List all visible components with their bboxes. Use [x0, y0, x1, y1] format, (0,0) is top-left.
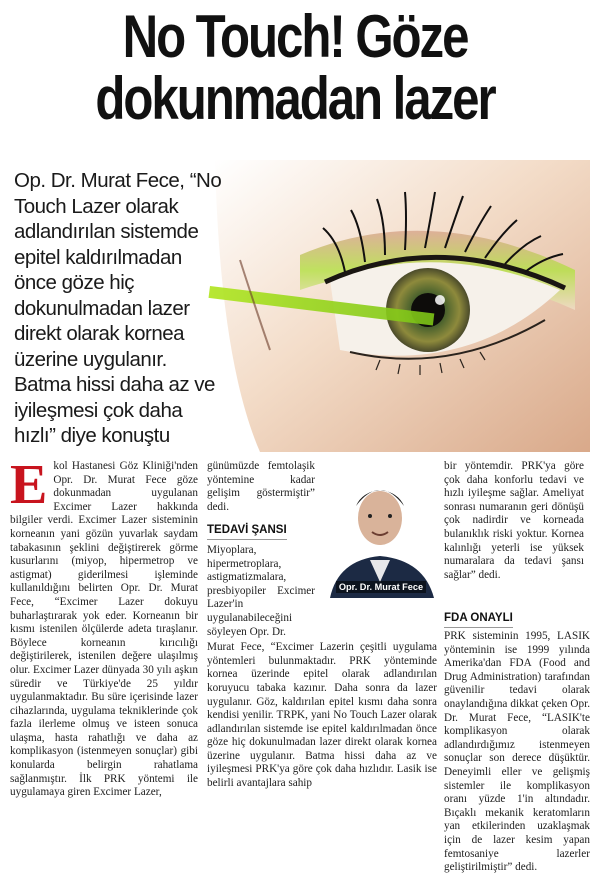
- headline-line-2: dokunmadan lazer: [95, 65, 495, 132]
- article-text-col2-narrow: Miyoplara, hipermetroplara, astigmatizmalara, presbiyopiler Excimer Lazer'in uygulanabileceğini söyleyen Opr. Dr.: [207, 543, 315, 638]
- article-column-3-rest: [444, 630, 590, 877]
- subhead-fda-onayli: FDA ONAYLI: [444, 612, 513, 628]
- subhead-tedavi-sansi: TEDAVİ ŞANSI: [207, 524, 287, 540]
- article-text-col2-rest: Murat Fece, “Excimer Lazerin çeşitli uygulama yöntemleri bulunmaktadır. PRK yönteminde kornea üzerinde epitel olarak adlandırılan koruyucu tabaka kazınır. Daha sonra da lazer uygulanır. Göz, kaldırılan epitel kısmı daha sonra kendisi yenilir. TRPK, yani No Touch Lazer olarak adlandırılan sistemde ise epitel kaldırılmadan önce göze hiç dokunulmadan lazer direkt olarak kornea üzerine uygulanır. Batma hissi daha az ve iyileşmesi PRK'ya göre çok daha hızlıdır. Lasik ise belirli avantajlara sahip: [207, 641, 437, 790]
- portrait-caption: [324, 582, 438, 592]
- dropcap: E: [10, 454, 48, 516]
- article-column-1: [10, 454, 198, 800]
- hero-eye-image: [0, 160, 590, 452]
- article-column-3-bottom: [444, 604, 590, 632]
- portrait-image: [324, 470, 438, 598]
- portrait-caption-text: Opr. Dr. Murat Fece: [336, 581, 426, 593]
- headline-line-1: No Touch! Göze: [122, 3, 468, 70]
- article-text-col1: kol Hastanesi Göz Kliniği'nden Opr. Dr. Murat Fece göze dokunmadan uygulanan Excimer Lazer hakkında bilgiler verdi. Excimer Lazer sisteminin korneanın yani gözün yuvarlak saydam tabakasının şeklini değiştirerek görme kusurlarını (miyop, hipermetrop ve astigmat) giderilmesi işleminde kullanıldığını belirten Opr. Dr. Murat Fece, “Excimer Lazer dokuyu buharlaştırarak yok eder. Korneanın bir kısmı istenilen ölçülerde adeta tıraşlanır. Böylece korneanın kırıcılığı değiştirilerek, istenilen değere ulaşılmış olur. Excimer Lazer dünyada 30 yılı aşkın süredir ve Türkiye'de 25 yıldır uygulanmaktadır. Bu süre içerisinde lazer cihazlarında, uygulama tekniklerinde çok fazla ilerleme olmuş ve isteen sonuca ulaşma, hasta rahatlığı ve daha az komplikasyon (istenmeyen sonuçlar) gibi konularda belirgin rahatlama sağlanmıştır. İlk PRK yöntemi ile uygulamaya giren Excimer Lazer,: [10, 460, 198, 799]
- article-text-col3-top: bir yöntemdir. PRK'ya göre çok daha konforlu tedavi ve hızlı iyileşme sağlar. Ameliyat sonrası numaranın geri dönüşü çok nadirdir ve korneada bulanıklık riski yoktur. Kornea kalınlığı yeterli ise yüksek numaralara da tedavi şansı sağlar” dedi.: [444, 460, 584, 581]
- article-text-col3-rest: PRK sisteminin 1995, LASIK yönteminin ise 1999 yılında Amerika'dan FDA (Food and Drug Administration) tarafından güvenilir tedavi olarak onaylandığına dikkat çeken Opr. Dr. Murat Fece, “LASIK'te komplikasyon olarak adlandırdığımız istenmeyen sonuçlar son derece düşüktür. Deneyimli eller ve gelişmiş sistemler ile komplikasyon oranı yüzde 1'in altındadır. Bıçaklı mekanik keratomların yan etkilerinden uzaklaşmak için de lazer kesim yapan femtosaniye lazerler geliştirilmiştir” dedi.: [444, 630, 590, 874]
- doctor-portrait: [324, 470, 438, 598]
- article-text-col2-top: günümüzde femtolaşik yöntemine kadar gelişim göstermiştir” dedi.: [207, 460, 315, 513]
- headline: [53, 3, 537, 132]
- lede-paragraph: Op. Dr. Murat Fece, “No Touch Lazer olarak adlandırılan sistemde epitel kaldırılmadan önce göze hiç dokunulmadan lazer direkt olarak kornea üzerine uygulanır. Batma hissi daha az ve iyileşmesi çok daha hızlı” diye konuştu: [14, 169, 222, 447]
- article-column-3-top: [444, 460, 584, 584]
